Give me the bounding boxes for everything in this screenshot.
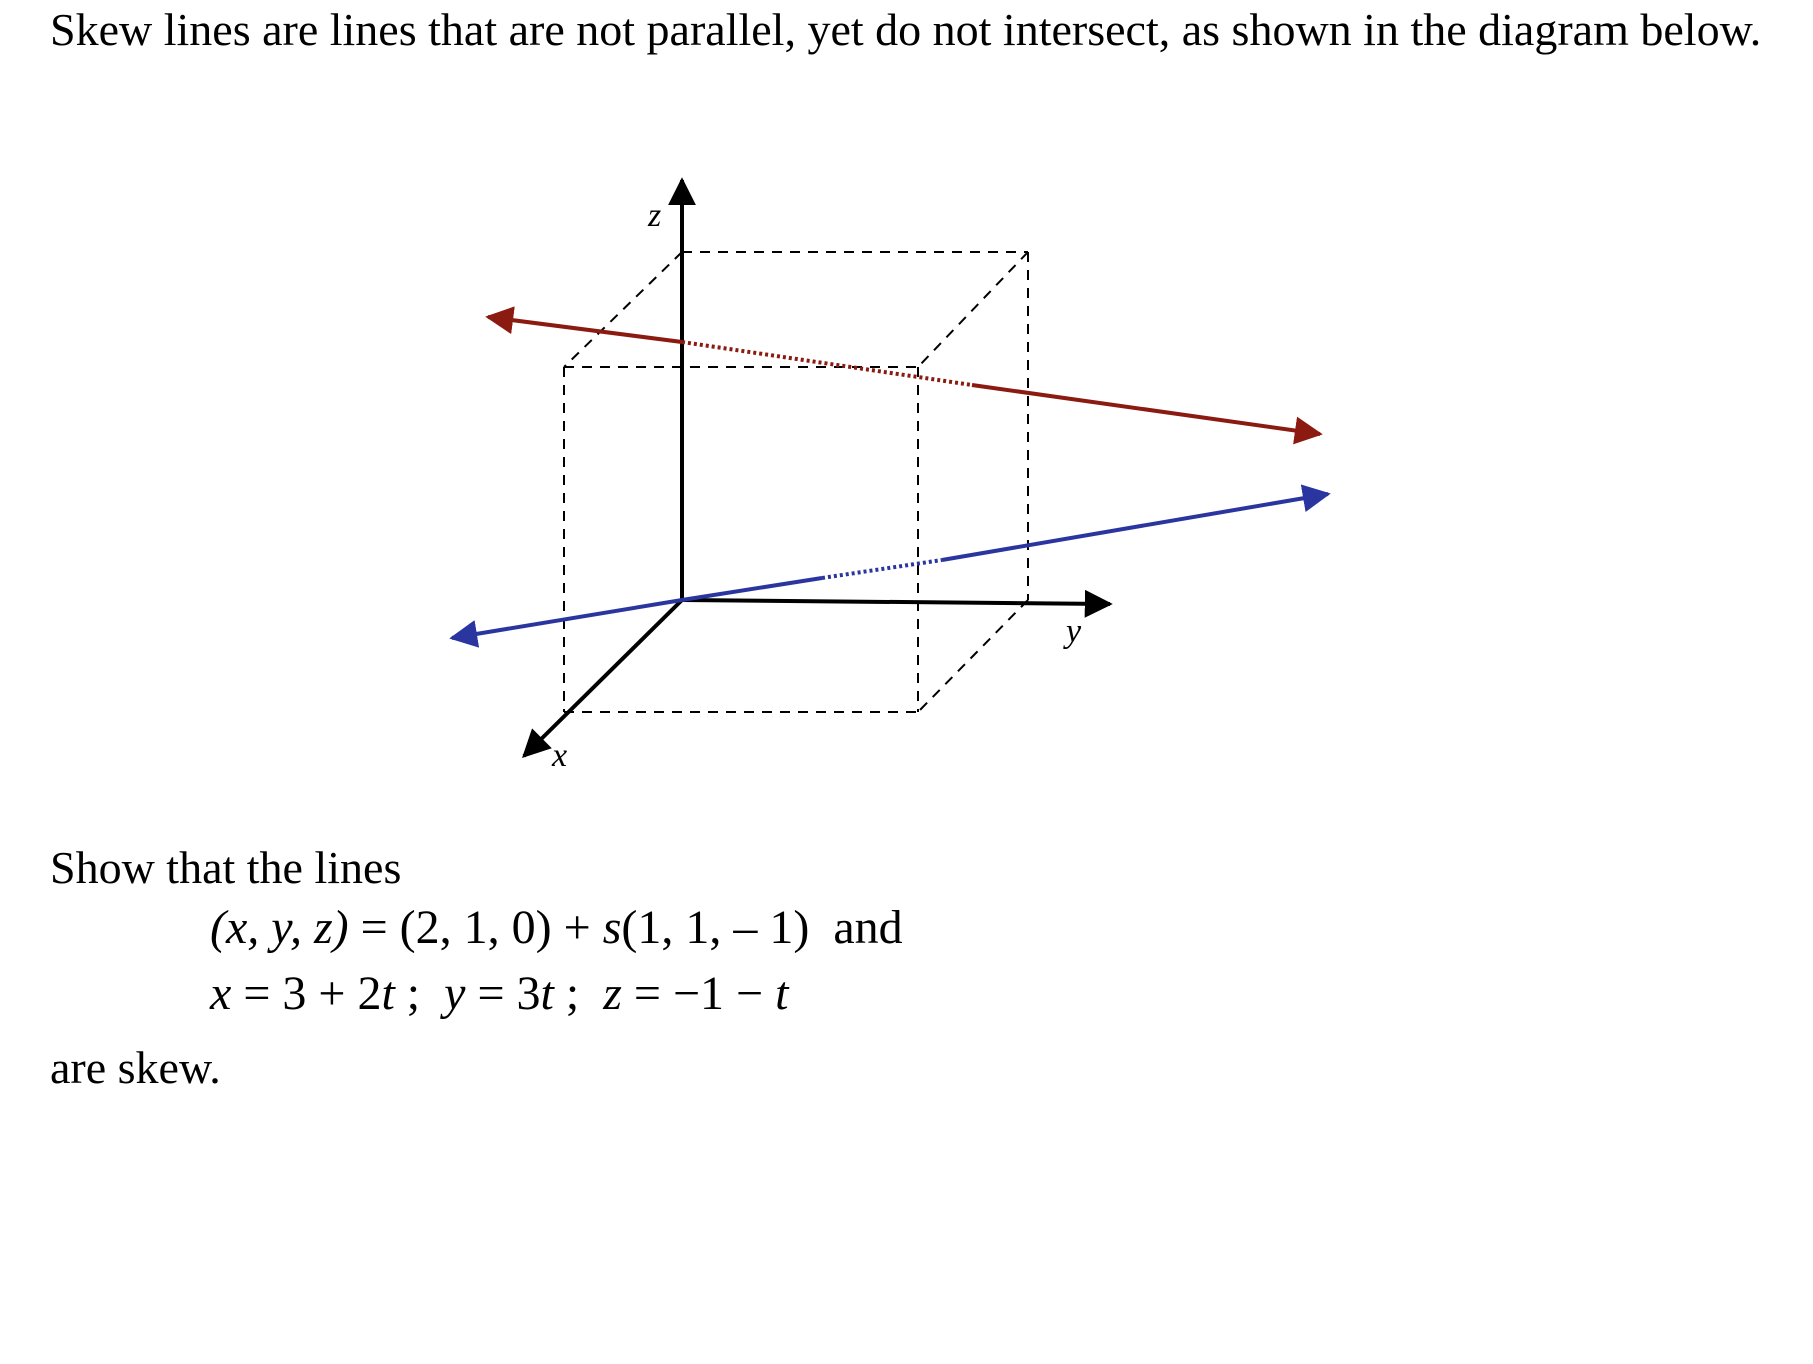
eq2-t2: t bbox=[540, 967, 554, 1020]
intro-paragraph: Skew lines are lines that are not parallel, yet do not intersect, as shown in the diagram below. bbox=[50, 4, 1762, 55]
red-line-front-left bbox=[488, 317, 682, 342]
y-axis-label: y bbox=[1066, 613, 1082, 650]
blue-line-front-right bbox=[942, 494, 1328, 560]
eq2-t3: t bbox=[775, 967, 789, 1020]
axes bbox=[524, 180, 1110, 756]
box-edge bbox=[918, 600, 1028, 712]
eq2-y-var: y bbox=[444, 967, 466, 1020]
box-edge bbox=[918, 252, 1028, 367]
y-axis bbox=[682, 600, 1110, 604]
eq2-z-var: z bbox=[603, 967, 622, 1020]
blue-line-front-mid bbox=[682, 578, 822, 600]
eq2-sep2: ; bbox=[553, 967, 604, 1020]
equation-line-2 bbox=[210, 964, 788, 1024]
eq2-t1: t bbox=[381, 967, 395, 1020]
eq1-lhs: (x, y, z) bbox=[210, 901, 349, 954]
equation-line-1 bbox=[210, 898, 903, 958]
red-line-hidden bbox=[682, 342, 972, 385]
eq2-sep1: ; bbox=[394, 967, 445, 1020]
eq2-x-rhs: = 3 + 2 bbox=[231, 967, 382, 1020]
eq2-x-var: x bbox=[210, 967, 232, 1020]
conclusion-text: are skew. bbox=[50, 1042, 221, 1093]
eq1-conj: and bbox=[809, 901, 903, 954]
eq2-z-rhs: = −1 − bbox=[621, 967, 776, 1020]
eq2-y-rhs: = 3 bbox=[465, 967, 541, 1020]
eq1-dir: (1, 1, – 1) bbox=[621, 901, 810, 954]
blue-line bbox=[452, 494, 1328, 638]
z-axis-label: z bbox=[648, 197, 662, 234]
red-line bbox=[488, 317, 1320, 434]
x-axis-label: x bbox=[552, 737, 568, 774]
blue-line-hidden bbox=[822, 560, 942, 578]
eq1-param: s bbox=[602, 901, 622, 954]
red-line-front-right bbox=[972, 385, 1320, 434]
prompt-text: Show that the lines bbox=[50, 842, 402, 893]
dashed-box bbox=[564, 252, 1028, 712]
eq1-eq: = (2, 1, 0) + bbox=[348, 901, 603, 954]
box-edge bbox=[564, 252, 682, 367]
